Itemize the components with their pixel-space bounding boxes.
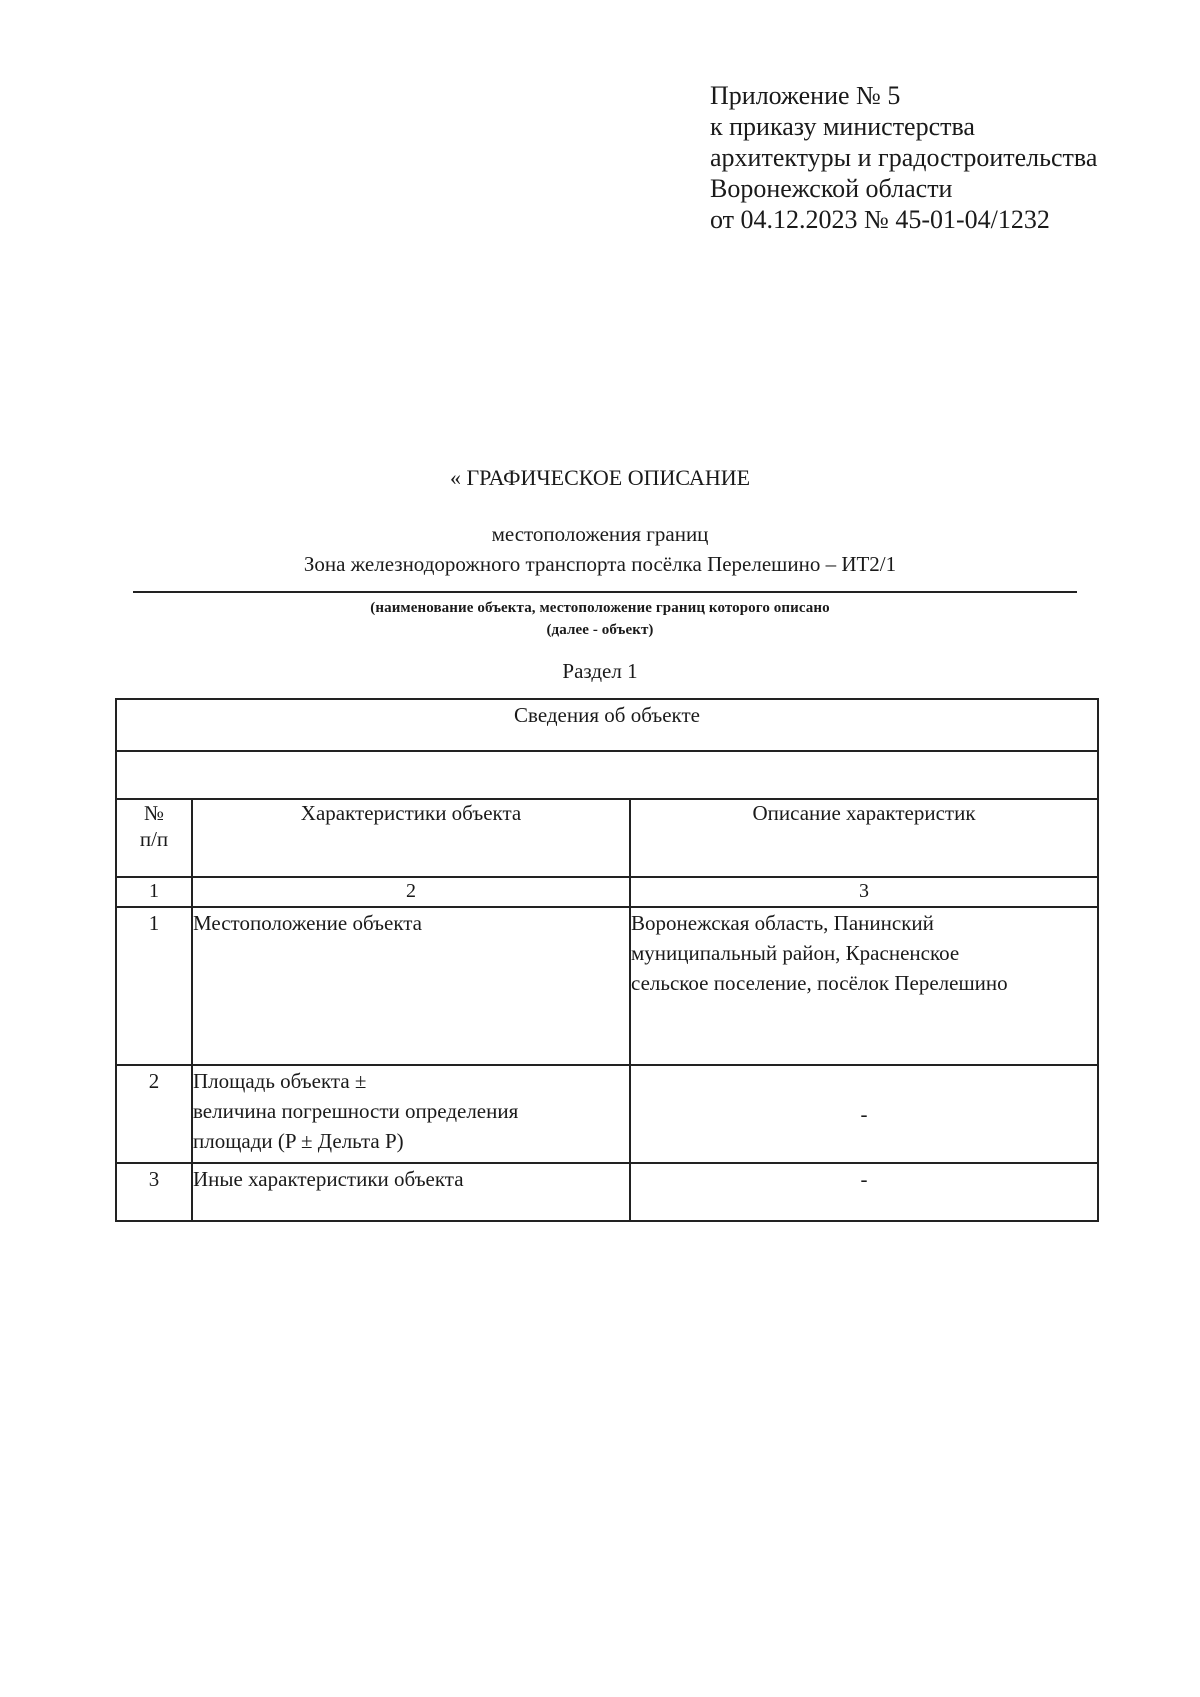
underline-rule xyxy=(133,591,1077,593)
characteristic-line: Площадь объекта ± xyxy=(193,1069,367,1093)
document-title: « ГРАФИЧЕСКОЕ ОПИСАНИЕ xyxy=(449,465,751,490)
table-row xyxy=(116,907,1098,1065)
num-abbr: п/п xyxy=(139,827,169,851)
row-number: 1 xyxy=(116,907,192,1065)
blank-cell xyxy=(116,751,1098,799)
row-characteristic: Иные характеристики объекта xyxy=(192,1163,630,1221)
row-number: 2 xyxy=(116,1065,192,1163)
rule-caption-line: (далее - объект) xyxy=(546,622,654,638)
description-line: муниципальный район, Красненское xyxy=(631,941,960,965)
row-description xyxy=(630,907,1098,1065)
description-line: сельское поселение, посёлок Перелешино xyxy=(631,971,1008,995)
table-header: Сведения об объекте xyxy=(116,699,1098,751)
characteristic-line: величина погрешности определения xyxy=(193,1099,519,1123)
column-number: 1 xyxy=(116,877,192,907)
section-label: Раздел 1 xyxy=(562,659,638,683)
row-description: - xyxy=(630,1163,1098,1221)
characteristic-line: площади (P ± Дельта P) xyxy=(193,1129,404,1153)
description-line: Воронежская область, Панинский xyxy=(631,911,934,935)
column-number-row xyxy=(116,877,1098,907)
table-row xyxy=(116,1163,1098,1221)
column-header-num xyxy=(116,799,192,877)
appendix-line: архитектуры и градостроительства xyxy=(710,143,1098,172)
appendix-line: Приложение № 5 xyxy=(710,81,901,110)
row-characteristic: Местоположение объекта xyxy=(192,907,630,1065)
column-header-characteristics: Характеристики объекта xyxy=(192,799,630,877)
column-number: 3 xyxy=(630,877,1098,907)
column-header-description: Описание характеристик xyxy=(630,799,1098,877)
row-description: - xyxy=(630,1065,1098,1163)
table-blank-row xyxy=(116,751,1098,799)
appendix-block xyxy=(710,80,1097,235)
row-number: 3 xyxy=(116,1163,192,1221)
object-name: Зона железнодорожного транспорта посёлка Перелешино – ИТ2/1 xyxy=(303,552,897,576)
table-row xyxy=(116,1065,1098,1163)
num-sign: № xyxy=(143,801,165,825)
row-characteristic xyxy=(192,1065,630,1163)
table-header-row xyxy=(116,699,1098,751)
subtitle-line: местоположения границ xyxy=(491,522,709,546)
appendix-line: Воронежской области xyxy=(710,174,953,203)
rule-caption-line: (наименование объекта, местоположение границ которого описано xyxy=(370,600,830,616)
appendix-date-number: от 04.12.2023 № 45-01-04/1232 xyxy=(710,205,1050,234)
column-number: 2 xyxy=(192,877,630,907)
appendix-line: к приказу министерства xyxy=(710,112,975,141)
document-subtitle xyxy=(0,519,1200,579)
column-header-row xyxy=(116,799,1098,877)
rule-caption xyxy=(0,597,1200,641)
object-info-table xyxy=(115,698,1099,1222)
